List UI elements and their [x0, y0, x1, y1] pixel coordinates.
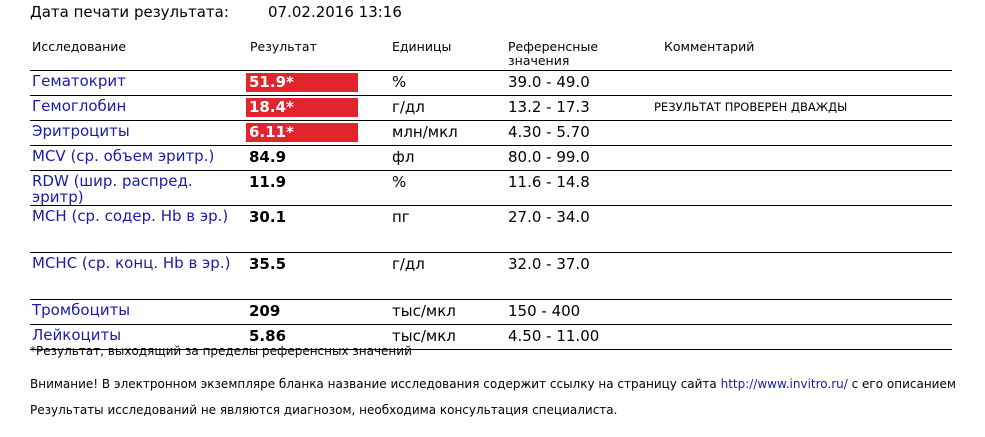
print-date-value: 07.02.2016 13:16 — [268, 3, 402, 21]
result-value: 209 — [249, 302, 281, 320]
result-value: 18.4* — [246, 98, 358, 117]
test-name-link[interactable]: Эритроциты — [32, 122, 130, 140]
test-name-link[interactable]: Гемоглобин — [32, 97, 127, 115]
table-header — [30, 38, 952, 71]
units-value: % — [392, 73, 407, 91]
result-value: 84.9 — [249, 148, 287, 166]
table-row — [30, 300, 952, 325]
test-name-link[interactable]: MCH (ср. содер. Hb в эр.) — [32, 207, 229, 225]
table-row — [30, 121, 952, 146]
table-row — [30, 96, 952, 121]
print-date — [30, 3, 402, 21]
result-value: 51.9* — [246, 73, 358, 92]
result-value: 30.1 — [249, 208, 287, 226]
result-value: 5.86 — [249, 327, 287, 345]
table-row — [30, 253, 952, 300]
table-row — [30, 206, 952, 253]
test-name-link[interactable]: Гематокрит — [32, 72, 126, 90]
notice — [30, 377, 956, 391]
print-date-label: Дата печати результата: — [30, 3, 229, 21]
result-value: 11.9 — [249, 173, 287, 191]
result-value: 6.11* — [246, 123, 358, 142]
reference-range: 4.50 - 11.00 — [508, 327, 600, 345]
reference-range: 27.0 - 34.0 — [508, 208, 590, 226]
units-value: фл — [392, 148, 415, 166]
header-units: Единицы — [392, 39, 452, 54]
footnote: *Результат, выходящий за пределы референсных значений — [30, 344, 412, 358]
reference-range: 11.6 - 14.8 — [508, 173, 590, 191]
reference-range: 13.2 - 17.3 — [508, 98, 590, 116]
site-link[interactable]: http://www.invitro.ru/ — [720, 377, 848, 391]
units-value: г/дл — [392, 98, 425, 116]
comment: РЕЗУЛЬТАТ ПРОВЕРЕН ДВАЖДЫ — [654, 100, 848, 114]
units-value: пг — [392, 208, 410, 226]
result-value: 35.5 — [249, 255, 287, 273]
test-name-link[interactable]: RDW (шир. распред. эритр) — [32, 172, 193, 206]
header-result: Результат — [250, 39, 317, 54]
test-name-link[interactable]: Лейкоциты — [32, 326, 122, 344]
units-value: % — [392, 173, 407, 191]
header-reference: Референсные значения — [508, 39, 599, 68]
notice-prefix: Внимание! В электронном экземпляре бланка название исследования содержит ссылку на страницу сайта — [30, 377, 721, 391]
header-comment: Комментарий — [664, 39, 755, 54]
reference-range: 4.30 - 5.70 — [508, 123, 590, 141]
test-name-link[interactable]: MCHC (ср. конц. Hb в эр.) — [32, 254, 231, 272]
results-table — [30, 38, 952, 350]
reference-range: 32.0 - 37.0 — [508, 255, 590, 273]
table-row — [30, 146, 952, 171]
disclaimer: Результаты исследований не являются диагнозом, необходима консультация специалиста. — [30, 403, 618, 417]
units-value: г/дл — [392, 255, 425, 273]
table-row — [30, 171, 952, 206]
reference-range: 150 - 400 — [508, 302, 581, 320]
header-name: Исследование — [32, 39, 127, 54]
notice-suffix: с его описанием — [847, 377, 956, 391]
test-name-link[interactable]: MCV (ср. объем эритр.) — [32, 147, 215, 165]
test-name-link[interactable]: Тромбоциты — [32, 301, 131, 319]
units-value: млн/мкл — [392, 123, 458, 141]
reference-range: 39.0 - 49.0 — [508, 73, 590, 91]
units-value: тыс/мкл — [392, 302, 456, 320]
units-value: тыс/мкл — [392, 327, 456, 345]
table-body — [30, 71, 952, 350]
reference-range: 80.0 - 99.0 — [508, 148, 590, 166]
table-row — [30, 71, 952, 96]
